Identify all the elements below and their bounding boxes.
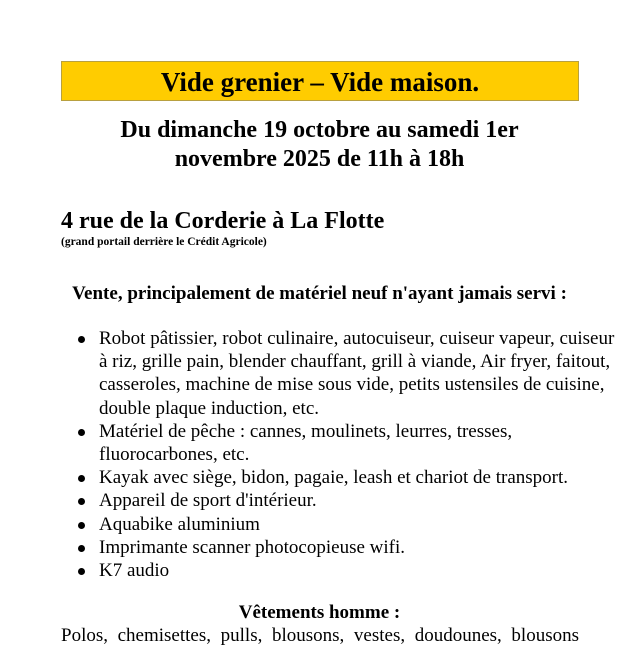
list-item [99, 559, 619, 582]
bullet-icon [78, 522, 85, 529]
address-note: (grand portail derrière le Crédit Agricole) [61, 236, 267, 248]
list-item-text: K7 audio [99, 560, 170, 582]
bullet-icon [78, 336, 85, 343]
event-dates-line-1: Du dimanche 19 octobre au samedi 1er [120, 117, 519, 143]
flyer-title: Vide grenier – Vide maison. [160, 66, 480, 97]
event-dates-line-2: novembre 2025 de 11h à 18h [174, 146, 465, 172]
men-clothing-heading: Vêtements homme : [238, 602, 401, 623]
list-item-text: Kayak avec siège, bidon, pagaie, leash et chariot de transport. [99, 467, 569, 489]
bullet-icon [78, 545, 85, 552]
sale-items-list [76, 327, 619, 582]
list-item [99, 327, 619, 420]
list-item [99, 489, 619, 512]
bullet-icon [78, 498, 85, 505]
bullet-icon [78, 475, 85, 482]
event-dates [0, 116, 639, 174]
list-item-text: Robot pâtissier, robot culinaire, autocuiseur, cuiseur vapeur, cuiseur à riz, grille pain, blender chauffant, grill à viande, Air fryer, faitout, casseroles, machine de mise sous vide, petits ustensiles de cuisine, double plaque induction, etc. [99, 328, 615, 419]
bullet-icon [78, 568, 85, 575]
list-item [99, 536, 619, 559]
men-clothing-text: Polos, chemisettes, pulls, blousons, vestes, doudounes, blousons [61, 625, 579, 646]
list-item [99, 420, 619, 466]
list-item-text: Matériel de pêche : cannes, moulinets, leurres, tresses, fluorocarbones, etc. [99, 420, 513, 466]
bullet-icon [78, 429, 85, 436]
title-banner [61, 61, 579, 101]
event-address: 4 rue de la Corderie à La Flotte [61, 208, 385, 234]
sale-heading: Vente, principalement de matériel neuf n'ayant jamais servi : [72, 283, 567, 304]
list-item-text: Aquabike aluminium [99, 513, 260, 535]
list-item [99, 466, 619, 489]
list-item-text: Imprimante scanner photocopieuse wifi. [99, 536, 406, 558]
list-item-text: Appareil de sport d'intérieur. [99, 490, 317, 512]
list-item [99, 513, 619, 536]
